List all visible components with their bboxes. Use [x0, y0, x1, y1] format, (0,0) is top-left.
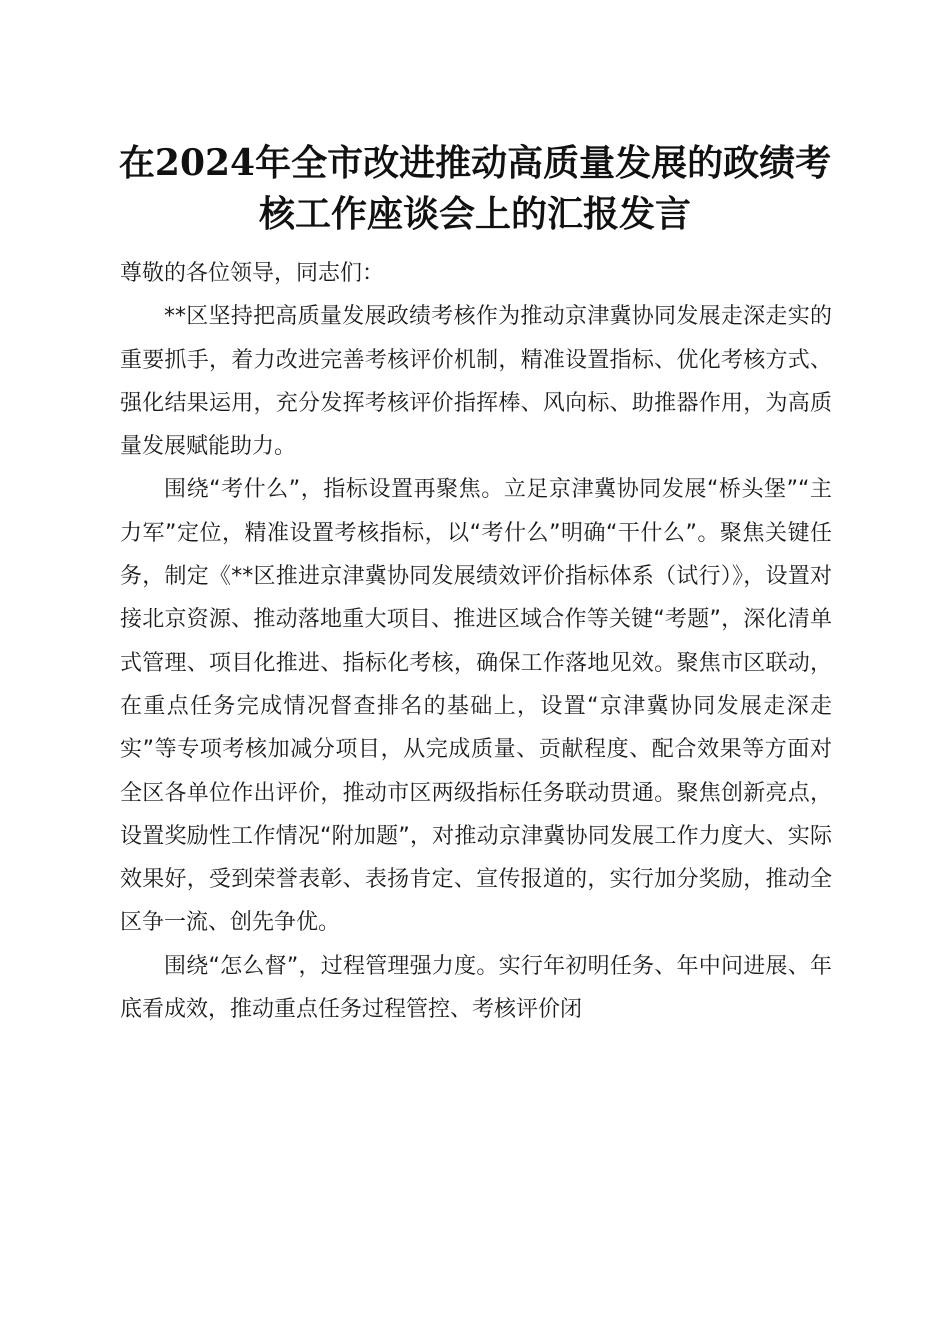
paragraph-how-to-supervise: 围绕“怎么督”，过程管理强力度。实行年初明任务、年中问进展、年底看成效，推动重点任务过程管控、考核评价闭	[120, 953, 832, 1023]
title-line-1: 在2024年全市改进推动高质量发展的政绩考	[118, 142, 832, 184]
paragraph-intro: **区坚持把高质量发展政绩考核作为推动京津冀协同发展走深走实的重要抓手，着力改进完善考核评价机制，精准设置指标、优化考核方式、强化结果运用，充分发挥考核评价指挥棒、风向标、助推器作用，为高质量发展赋能助力。	[120, 304, 832, 460]
title-line-2: 核工作座谈会上的汇报发言	[258, 193, 691, 235]
document-title	[100, 138, 850, 240]
document-body	[120, 252, 832, 1031]
greeting: 尊敬的各位领导，同志们：	[120, 261, 385, 286]
paragraph-what-to-assess: 围绕“考什么”，指标设置再聚焦。立足京津冀协同发展“桥头堡”“主力军”定位，精准设置考核指标，以“考什么”明确“干什么”。聚焦关键任务，制定《**区推进京津冀协同发展绩效评价指标体系（试行）》，设置对接北京资源、推动落地重大项目、推进区域合作等关键“考题”，深化清单式管理、项目化推进、指标化考核，确保工作落地见效。聚焦市区联动，在重点任务完成情况督查排名的基础上，设置“京津冀协同发展走深走实”等专项考核加减分项目，从完成质量、贡献程度、配合效果等方面对全区各单位作出评价，推动市区两级指标任务联动贯通。聚焦创新亮点，设置奖励性工作情况“附加题”，对推动京津冀协同发展工作力度大、实际效果好，受到荣誉表彰、表扬肯定、宣传报道的，实行加分奖励，推动全区争一流、创先争优。	[120, 477, 832, 936]
